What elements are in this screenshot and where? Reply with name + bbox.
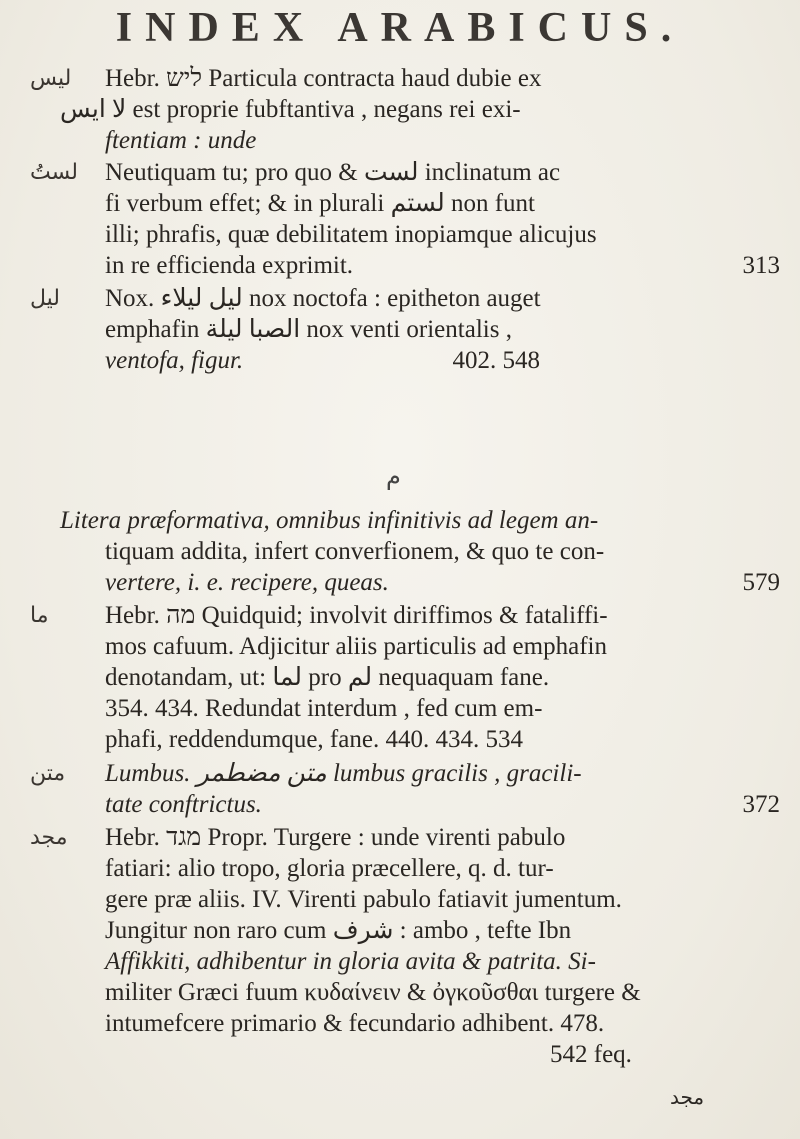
lemma: مجد — [30, 825, 68, 850]
entry-line: intumefcere primario & fecundario adhibent. 478. — [105, 1010, 605, 1037]
entry-line: Neutiquam tu; pro quo & لست inclinatum ac — [105, 159, 561, 186]
entry-line: لا ايس est proprie fubftantiva , negans rei exi- — [60, 96, 521, 123]
entry-line: Hebr. מה Quidquid; involvit diriffimos & fataliffi- — [105, 602, 608, 629]
page-ref: 402. 548 — [452, 347, 540, 374]
entry-line: illi; phrafis, quæ debilitatem inopiamque alicujus — [105, 221, 597, 248]
entry-line: mos cafuum. Adjicitur aliis particulis ad emphafin — [105, 633, 607, 660]
entry-line: phafi, reddendumque, fane. 440. 434. 534 — [105, 726, 523, 753]
entry-line: tiquam addita, infert converfionem, & quo te con- — [105, 538, 605, 565]
entry-line — [30, 250, 790, 281]
entry-line: Nox. ليل ليلاء nox noctofa : epitheton auget — [105, 285, 541, 312]
section-letter: م — [386, 462, 401, 490]
lemma: ما — [30, 603, 49, 628]
lemma: ليس — [30, 66, 72, 91]
entry-line: 542 feq. — [550, 1041, 632, 1068]
entry-line: militer Græci fuum κυδαίνειν & ὀγκοῦσθαι turgere & — [105, 979, 641, 1006]
entry-ma — [30, 600, 790, 755]
entry-line-text: vertere, i. e. recipere, queas. — [105, 569, 389, 596]
entry-line: Hebr. ליש Particula contracta haud dubie ex — [105, 65, 542, 92]
entry-matn — [30, 758, 790, 820]
entry-line: 354. 434. Redundat interdum , fed cum em- — [105, 695, 543, 722]
running-head: INDEX ARABICUS. — [115, 5, 685, 51]
entry-line: Lumbus. متن مضطمر lumbus gracilis , gracili- — [105, 760, 582, 787]
entry-line: Jungitur non raro cum شرف : ambo , tefte Ibn — [105, 917, 572, 944]
entry-majd — [30, 822, 790, 1070]
lemma: لستُ — [30, 160, 78, 185]
entry-line — [30, 789, 790, 820]
entry-line — [30, 567, 790, 598]
entry-line: fi verbum effet; & in plurali لستم non funt — [105, 190, 535, 217]
entry-line: Affikkiti, adhibentur in gloria avita & patrita. Si- — [105, 948, 596, 975]
lemma: ليل — [30, 286, 61, 311]
entry-line: emphafin الصبا ليلة nox venti orientalis , — [105, 316, 512, 343]
entry-line: Litera præformativa, omnibus infinitivis ad legem an- — [60, 507, 599, 534]
entry-line: Hebr. מגד Propr. Turgere : unde virenti pabulo — [105, 824, 566, 851]
entry-mim-preformative — [30, 505, 790, 598]
lemma: متن — [30, 761, 66, 786]
page-ref: 579 — [742, 569, 780, 596]
entry-lasta — [30, 157, 790, 281]
catchword: مجد — [670, 1085, 705, 1109]
entry-line-text: in re efficienda exprimit. — [105, 252, 354, 279]
entry-line — [30, 345, 790, 376]
entry-line-text: ventofa, figur. — [105, 347, 244, 374]
entry-line: gere præ aliis. IV. Virenti pabulo fatiavit jumentum. — [105, 886, 622, 913]
page-ref: 313 — [742, 252, 780, 279]
entry-line-text: tate conftrictus. — [105, 791, 262, 818]
page-ref: 372 — [742, 791, 780, 818]
entry-lis — [30, 63, 790, 156]
entry-line: denotandam, ut: لما pro لم nequaquam fane. — [105, 664, 550, 691]
entry-line: fatiari: alio tropo, gloria præcellere, q. d. tur- — [105, 855, 554, 882]
entry-layl — [30, 283, 790, 376]
entry-line: ftentiam : unde — [105, 127, 257, 154]
